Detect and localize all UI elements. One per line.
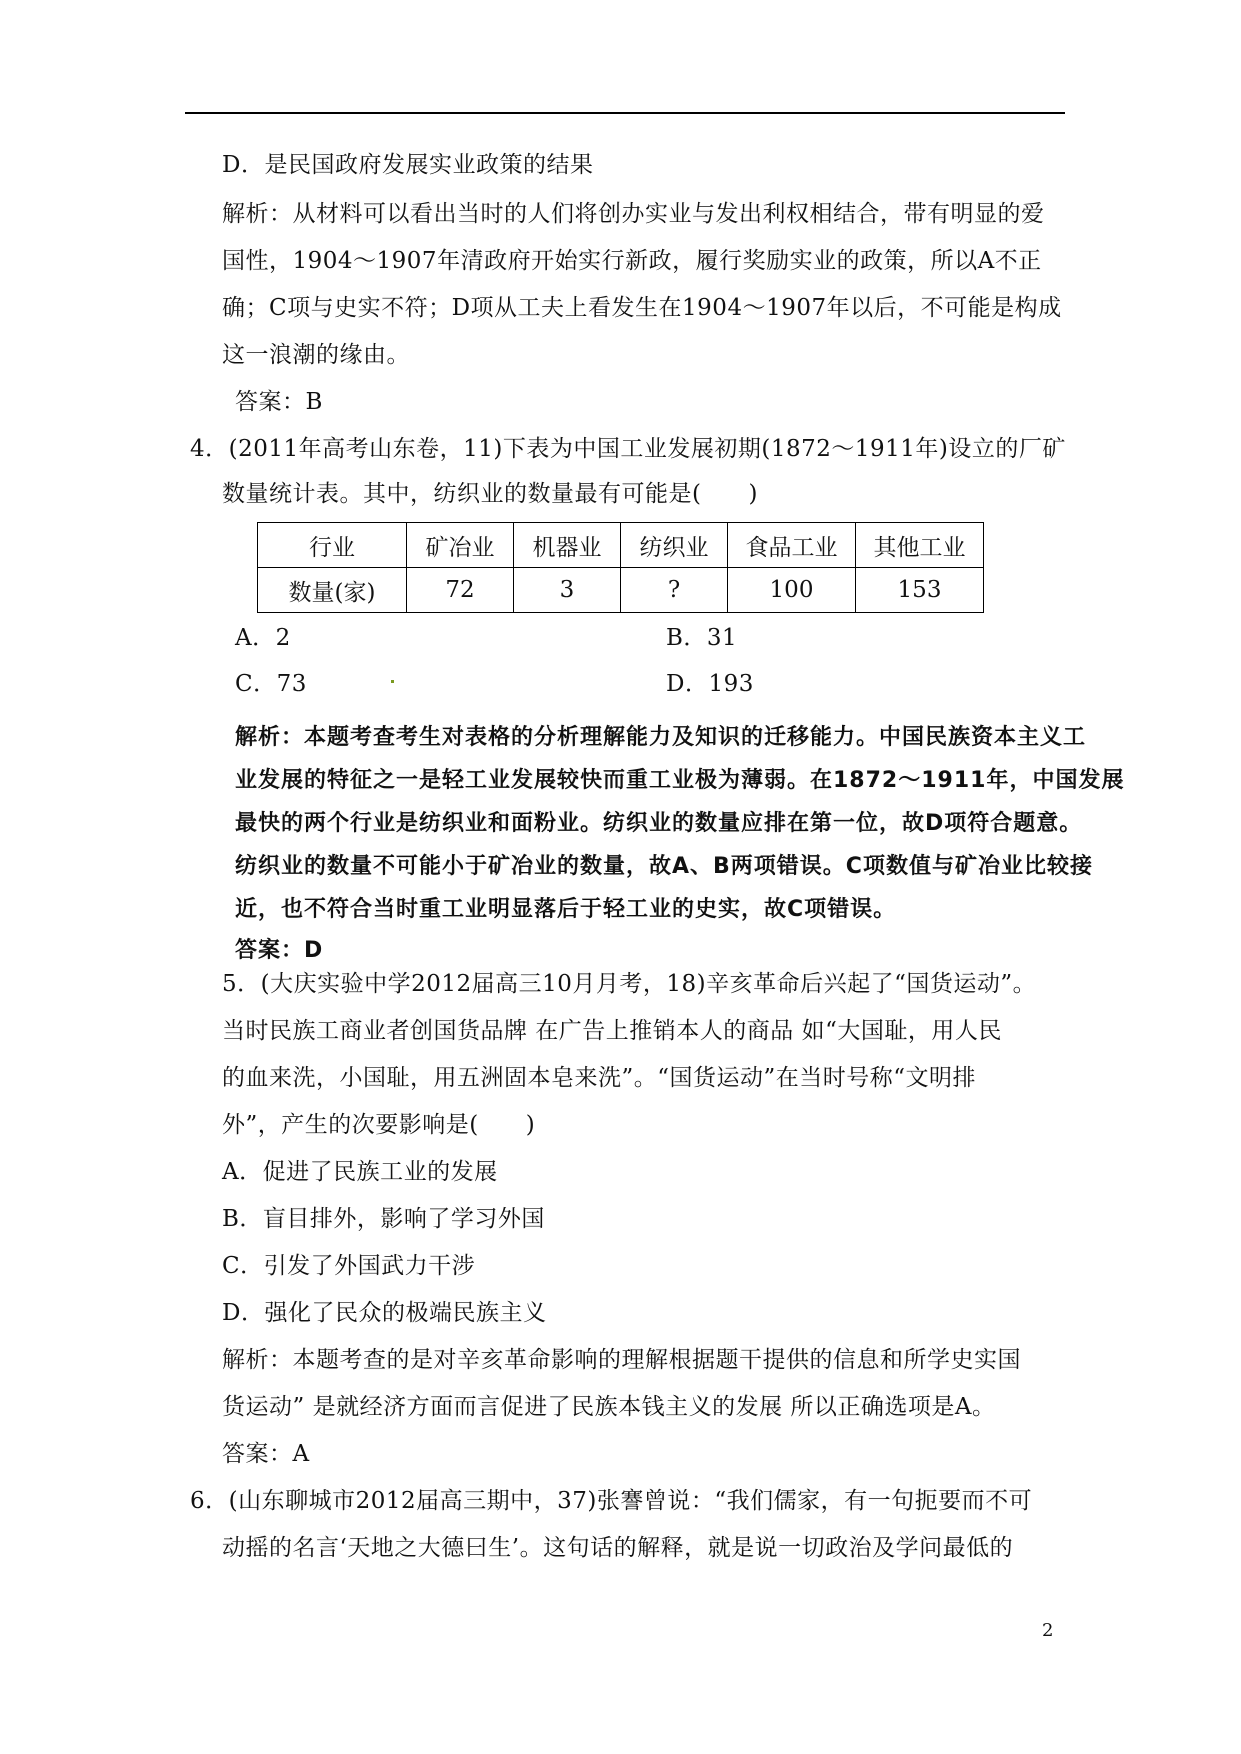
q4-option-b: B．31 bbox=[666, 625, 738, 651]
q4-stem-line-2: 数量统计表。其中，纺织业的数量最有可能是( ) bbox=[222, 481, 758, 507]
factory-count-table bbox=[257, 522, 984, 613]
table-header-cell: 纺织业 bbox=[621, 523, 728, 568]
q4-option-c: C．73 bbox=[235, 671, 307, 697]
q4-analysis-line-3: 最快的两个行业是纺织业和面粉业。纺织业的数量应排在第一位，故D项符合题意。 bbox=[235, 811, 1083, 836]
stray-dot bbox=[391, 680, 394, 683]
q5-analysis-line-1: 解析：本题考查的是对辛亥革命影响的理解根据题干提供的信息和所学史实国 bbox=[222, 1347, 1021, 1373]
q4-answer: 答案：D bbox=[235, 938, 324, 963]
q5-option-a: A．促进了民族工业的发展 bbox=[222, 1159, 498, 1185]
q4-option-d: D．193 bbox=[666, 671, 754, 697]
q4-stem-line-1: 4．(2011年高考山东卷，11)下表为中国工业发展初期(1872～1911年)设立的厂矿 bbox=[190, 436, 1066, 462]
table-cell: 3 bbox=[514, 568, 621, 613]
table-header-cell: 行业 bbox=[258, 523, 407, 568]
q4-analysis-line-5: 近，也不符合当时重工业明显落后于轻工业的史实，故C项错误。 bbox=[235, 897, 897, 922]
table-cell: 153 bbox=[856, 568, 984, 613]
header-rule bbox=[185, 112, 1065, 114]
table-header-row bbox=[258, 523, 984, 568]
prev-option-d: D．是民国政府发展实业政策的结果 bbox=[222, 152, 594, 178]
q4-analysis-line-4: 纺织业的数量不可能小于矿冶业的数量，故A、B两项错误。C项数值与矿冶业比较接 bbox=[235, 854, 1093, 879]
q5-stem-line-1: 5．(大庆实验中学2012届高三10月月考，18)辛亥革命后兴起了“国货运动”。 bbox=[222, 971, 1037, 997]
q6-stem-line-2: 动摇的名言‘天地之大德曰生’。这句话的解释，就是说一切政治及学问最低的 bbox=[222, 1535, 1014, 1561]
page-number: 2 bbox=[1042, 1620, 1054, 1641]
q5-stem-line-2: 当时民族工商业者创国货品牌 在广告上推销本人的商品 如“大国耻，用人民 bbox=[222, 1018, 1002, 1044]
q4-option-a: A．2 bbox=[235, 625, 291, 651]
prev-analysis-line-3: 确；C项与史实不符；D项从工夫上看发生在1904～1907年以后，不可能是构成 bbox=[222, 295, 1062, 321]
table-header-cell: 机器业 bbox=[514, 523, 621, 568]
q5-option-b: B．盲目排外，影响了学习外国 bbox=[222, 1206, 545, 1232]
q4-analysis-line-2: 业发展的特征之一是轻工业发展较快而重工业极为薄弱。在1872～1911年，中国发展 bbox=[235, 768, 1125, 793]
table-row bbox=[258, 568, 984, 613]
q4-analysis-line-1: 解析：本题考查考生对表格的分析理解能力及知识的迁移能力。中国民族资本主义工 bbox=[235, 725, 1087, 750]
q5-stem-line-4: 外”，产生的次要影响是( ) bbox=[222, 1112, 536, 1138]
prev-analysis-line-1: 解析：从材料可以看出当时的人们将创办实业与发出利权相结合，带有明显的爱 bbox=[222, 201, 1045, 227]
prev-answer: 答案：B bbox=[235, 389, 323, 415]
table-header-cell: 其他工业 bbox=[856, 523, 984, 568]
q5-stem-line-3: 的血来洗，小国耻，用五洲固本皂来洗”。“国货运动”在当时号称“文明排 bbox=[222, 1065, 977, 1091]
prev-analysis-line-4: 这一浪潮的缘由。 bbox=[222, 342, 410, 368]
q5-option-c: C．引发了外国武力干涉 bbox=[222, 1253, 476, 1279]
table-header-cell: 食品工业 bbox=[728, 523, 856, 568]
table-cell: 数量(家) bbox=[258, 568, 407, 613]
q5-option-d: D．强化了民众的极端民族主义 bbox=[222, 1300, 547, 1326]
q5-answer: 答案：A bbox=[222, 1441, 310, 1467]
table-cell: ? bbox=[621, 568, 728, 613]
table-header-cell: 矿冶业 bbox=[407, 523, 514, 568]
table-cell: 72 bbox=[407, 568, 514, 613]
prev-analysis-line-2: 国性，1904～1907年清政府开始实行新政，履行奖励实业的政策，所以A不正 bbox=[222, 248, 1042, 274]
q6-stem-line-1: 6．(山东聊城市2012届高三期中，37)张謇曾说：“我们儒家，有一句扼要而不可 bbox=[190, 1488, 1033, 1514]
q5-analysis-line-2: 货运动” 是就经济方面而言促进了民族本钱主义的发展 所以正确选项是A。 bbox=[222, 1394, 996, 1420]
table-cell: 100 bbox=[728, 568, 856, 613]
